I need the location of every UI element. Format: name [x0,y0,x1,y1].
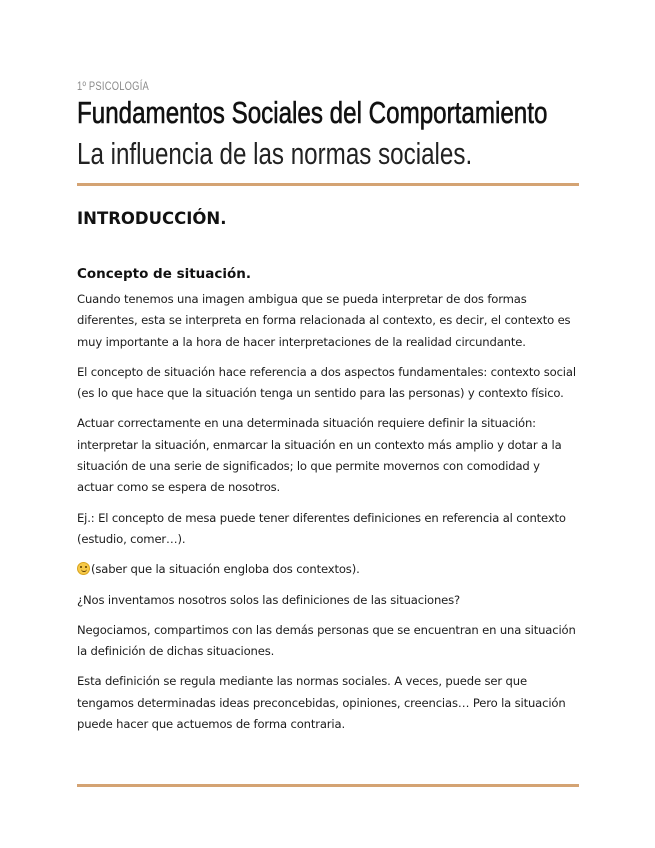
paragraph: Actuar correctamente en una determinada situación requiere definir la situación: interpretar la situación, enmarcar la situación en un contexto más amplio y dotar a la situación de una serie de significados; lo que permite movernos con comodidad y actuar como se espera de nosotros. [77,416,562,495]
paragraph: El concepto de situación hace referencia a dos aspectos fundamentales: contexto social (es lo que hace que la situación tenga un sentido para las personas) y contexto físico. [77,364,576,401]
paragraph: Esta definición se regula mediante las normas sociales. A veces, puede ser que tengamos determinadas ideas preconcebidas, opiniones, creencias… Pero la situación puede hacer que actuemos de forma contraria. [77,674,566,732]
paragraph-text: (saber que la situación engloba dos contextos). [91,562,360,577]
paragraph: Cuando tenemos una imagen ambigua que se pueda interpretar de dos formas diferentes, esta se interpreta en forma relacionada al contexto, es decir, el contexto es muy importante a la hora de hacer interpretaciones de la realidad circundante. [77,292,571,349]
section-heading: INTRODUCCIÓN. [77,209,227,228]
paragraph: Negociamos, compartimos con las demás personas que se encuentran en una situación la definición de dichas situaciones. [77,622,576,659]
body-text [77,289,579,744]
smiling-face-icon [77,562,90,575]
document-subtitle: La influencia de las normas sociales. [77,136,473,171]
document-title: Fundamentos Sociales del Comportamiento [77,95,548,130]
subsection-heading: Concepto de situación. [77,266,252,282]
paragraph: Ej.: El concepto de mesa puede tener diferentes definiciones en referencia al contexto (estudio, comer…). [77,510,566,546]
paragraph-with-emoji [77,559,579,580]
paragraph: ¿Nos inventamos nosotros solos las definiciones de las situaciones? [77,592,461,607]
bottom-divider [77,784,579,787]
top-divider [77,183,579,186]
course-label: 1º PSICOLOGÍA [77,79,150,93]
